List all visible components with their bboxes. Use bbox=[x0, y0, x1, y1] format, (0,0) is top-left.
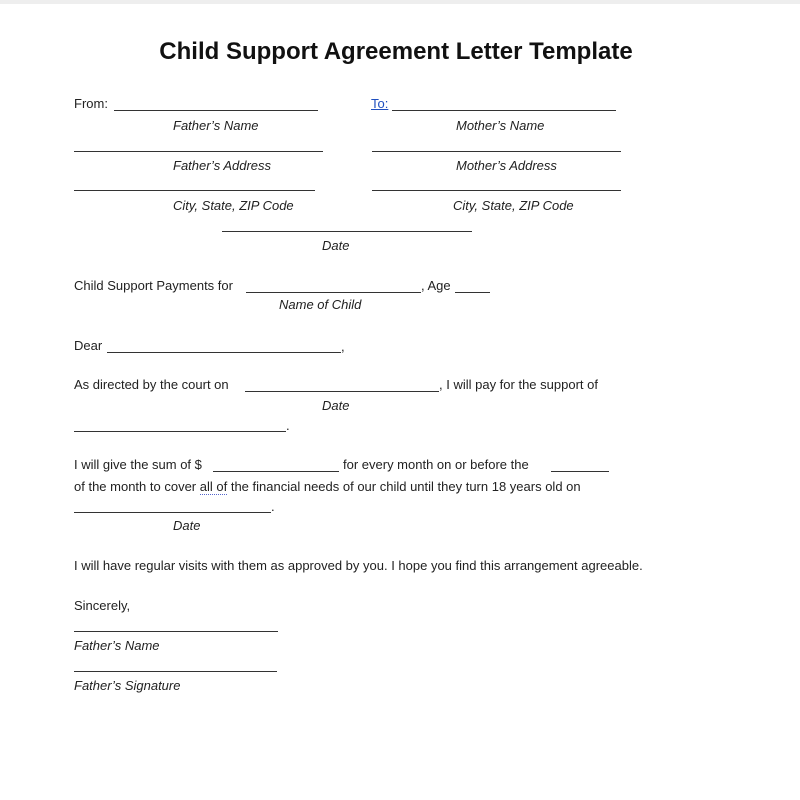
sum-text-1: I will give the sum of $ bbox=[74, 457, 202, 472]
signature-line[interactable] bbox=[74, 671, 277, 672]
mothers-name-caption: Mother’s Name bbox=[456, 118, 545, 133]
from-name-line[interactable] bbox=[114, 110, 318, 111]
sum-period: . bbox=[271, 499, 275, 514]
from-label: From: bbox=[74, 96, 108, 111]
closing-name-line[interactable] bbox=[74, 631, 278, 632]
dear-comma: , bbox=[341, 339, 345, 354]
visits-text: I will have regular visits with them as approved by you. I hope you find this arrangement agreeable. bbox=[74, 558, 643, 573]
header-date-caption: Date bbox=[322, 238, 350, 253]
page-title: Child Support Agreement Letter Template bbox=[159, 38, 633, 65]
fathers-signature-caption: Father’s Signature bbox=[74, 678, 181, 693]
father-city-caption: City, State, ZIP Code bbox=[173, 198, 294, 213]
father-city-line[interactable] bbox=[74, 190, 315, 191]
mother-city-line[interactable] bbox=[372, 190, 621, 191]
court-text-after: , I will pay for the support of bbox=[439, 377, 598, 392]
fathers-address-caption: Father’s Address bbox=[173, 158, 272, 173]
dear-recipient-line[interactable] bbox=[107, 352, 341, 353]
day-of-month-line[interactable] bbox=[551, 471, 609, 472]
sum-amount-line[interactable] bbox=[213, 471, 339, 472]
to-name-line[interactable] bbox=[392, 110, 616, 111]
sum-text-3 bbox=[74, 479, 581, 495]
fathers-name-caption: Father’s Name bbox=[173, 118, 259, 133]
mothers-address-caption: Mother’s Address bbox=[456, 158, 557, 173]
court-text-before: As directed by the court on bbox=[74, 377, 229, 392]
to-label: To: bbox=[371, 96, 389, 111]
mother-city-caption: City, State, ZIP Code bbox=[453, 198, 574, 213]
support-of-line[interactable] bbox=[74, 431, 286, 432]
fathers-address-line[interactable] bbox=[74, 151, 323, 152]
court-date-line[interactable] bbox=[245, 391, 439, 392]
child-age-line[interactable] bbox=[455, 292, 490, 293]
sum-text-3a: of the month to cover bbox=[74, 479, 197, 494]
sincerely-text: Sincerely, bbox=[74, 598, 131, 613]
court-date-caption: Date bbox=[322, 398, 350, 413]
dear-label: Dear bbox=[74, 338, 103, 353]
sum-text-2: for every month on or before the bbox=[343, 457, 529, 472]
header-date-line[interactable] bbox=[222, 231, 472, 232]
sum-text-3c: the financial needs of our child until they turn 18 years old on bbox=[230, 479, 581, 494]
mothers-address-line[interactable] bbox=[372, 151, 621, 152]
sum-text-3b: all of bbox=[199, 479, 228, 494]
age-label: , Age bbox=[421, 278, 451, 293]
child-name-line[interactable] bbox=[246, 292, 421, 293]
support-of-period: . bbox=[286, 418, 290, 433]
closing-fathers-name-caption: Father’s Name bbox=[74, 638, 160, 653]
age-18-date-line[interactable] bbox=[74, 512, 271, 513]
sum-date-caption: Date bbox=[173, 518, 201, 533]
name-of-child-caption: Name of Child bbox=[279, 297, 362, 312]
payments-label: Child Support Payments for bbox=[74, 278, 233, 293]
